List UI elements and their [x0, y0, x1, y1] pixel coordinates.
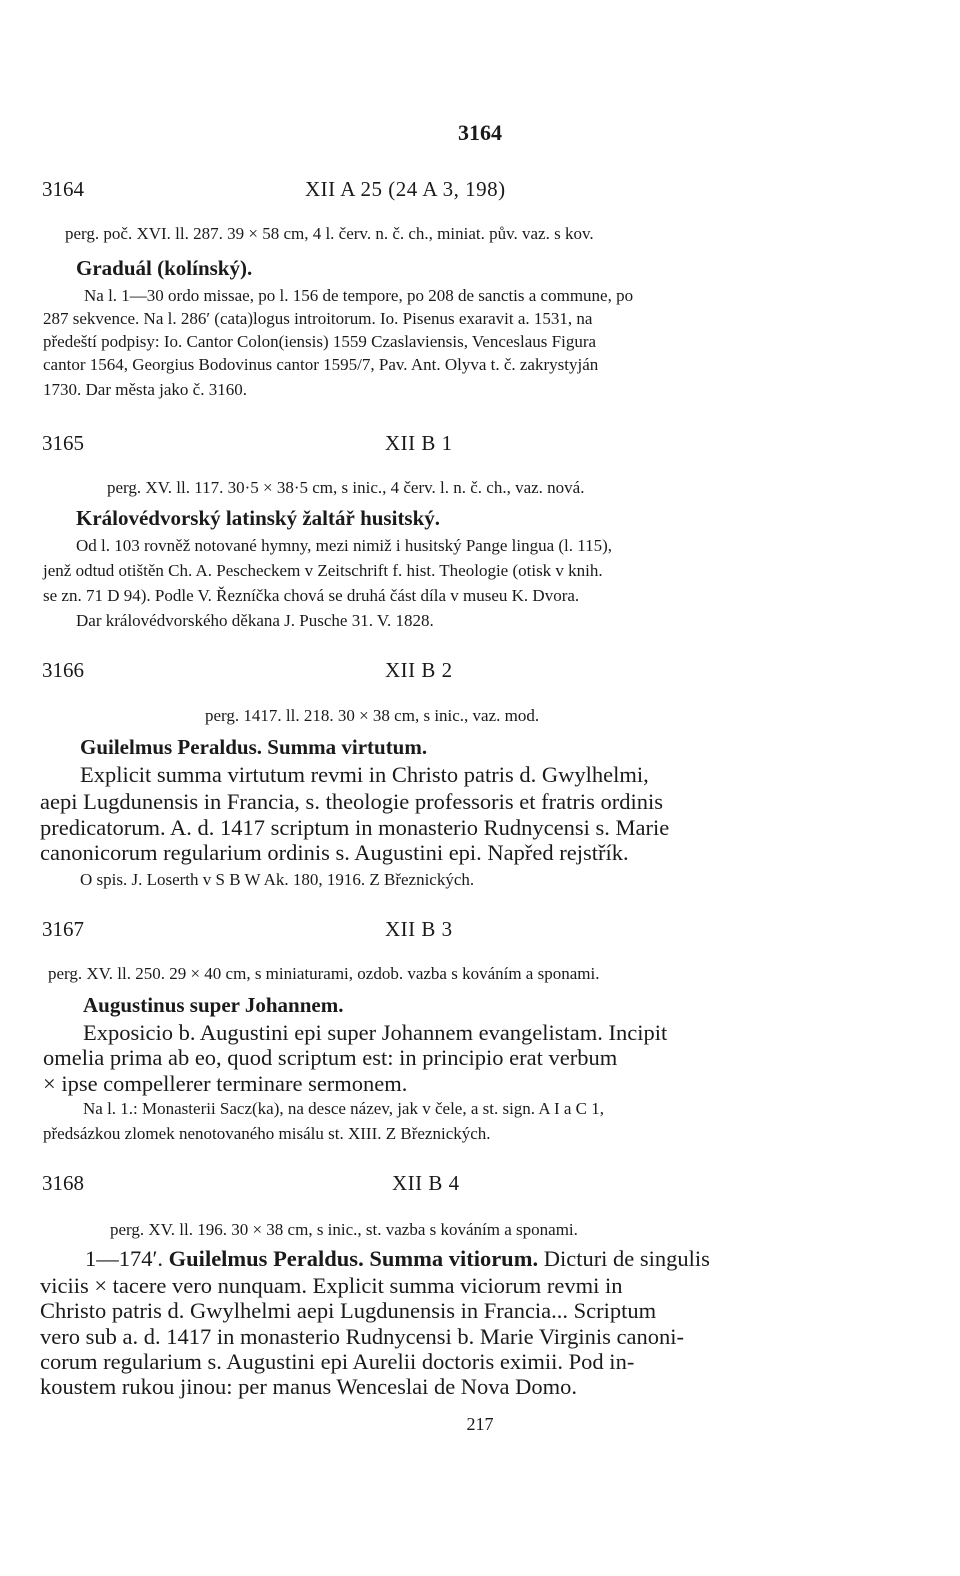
entry-title: Augustinus super Johannem. — [83, 993, 344, 1017]
entry-text-line: 1730. Dar města jako č. 3160. — [43, 380, 247, 399]
entry-large-line: viciis × tacere vero nunquam. Explicit summa viciorum revmi in — [40, 1273, 623, 1298]
entry-title: Královédvorský latinský žaltář husitský. — [76, 506, 441, 530]
entry-large-line: corum regularium s. Augustini epi Aurelii doctoris eximii. Pod in- — [40, 1349, 635, 1374]
entry-text-line: se zn. 71 D 94). Podle V. Řezníčka chová se druhá část díla v museu K. Dvora. — [43, 586, 580, 605]
shelfmark: XII B 1 — [385, 431, 453, 455]
entry-large-line: vero sub a. d. 1417 in monasterio Rudnycensi b. Marie Virginis canoni- — [40, 1324, 684, 1349]
entry-note: předsázkou zlomek nenotovaného misálu st. XIII. Z Březnických. — [43, 1124, 491, 1143]
entry-number: 3167 — [42, 917, 84, 941]
entry-large-line: × ipse compellerer terminare sermonem. — [43, 1071, 408, 1096]
entry-meta: perg. XV. ll. 250. 29 × 40 cm, s miniaturami, ozdob. vazba s kováním a sponami. — [48, 964, 600, 983]
shelfmark: XII B 2 — [385, 658, 453, 682]
shelfmark: XII A 25 (24 A 3, 198) — [305, 177, 506, 201]
entry-text-line: 287 sekvence. Na l. 286′ (cata)logus introitorum. Io. Pisenus exaravit a. 1531, na — [43, 309, 593, 328]
entry-number: 3166 — [42, 658, 84, 682]
entry-large-line: predicatorum. A. d. 1417 scriptum in monasterio Rudnycensi s. Marie — [40, 815, 670, 840]
shelfmark: XII B 3 — [385, 917, 453, 941]
entry-large-line: omelia prima ab eo, quod scriptum est: in principio erat verbum — [43, 1045, 618, 1070]
entry-title: Guilelmus Peraldus. Summa virtutum. — [80, 735, 428, 759]
entry-note: Na l. 1.: Monasterii Sacz(ka), na desce název, jak v čele, a st. sign. A I a C 1, — [83, 1099, 605, 1118]
entry-text-line: cantor 1564, Georgius Bodovinus cantor 1595/7, Pav. Ant. Olyva t. č. zakrystyján — [43, 355, 599, 374]
entry-meta: perg. 1417. ll. 218. 30 × 38 cm, s inic., vaz. mod. — [205, 706, 540, 725]
entry-large-line: koustem rukou jinou: per manus Wenceslai de Nova Domo. — [40, 1374, 578, 1399]
entry-meta: perg. XV. ll. 196. 30 × 38 cm, s inic., st. vazba s kováním a sponami. — [110, 1220, 578, 1239]
entry-large-line: canonicorum regularium ordinis s. Augustini epi. Napřed rejstřík. — [40, 840, 629, 865]
entry-text-line: jenž odtud otištěn Ch. A. Pescheckem v Zeitschrift f. hist. Theologie (otisk v knih. — [43, 561, 603, 580]
page-number: 217 — [466, 1414, 494, 1434]
folio-range: 1—174′. — [85, 1246, 164, 1271]
entry-number: 3168 — [42, 1171, 84, 1195]
entry-note: O spis. J. Loserth v S B W Ak. 180, 1916. Z Březnických. — [80, 870, 475, 889]
running-head: 3164 — [458, 120, 502, 145]
entry-number: 3165 — [42, 431, 84, 455]
entry-large-line: Exposicio b. Augustini epi super Johannem evangelistam. Incipit — [83, 1020, 668, 1045]
shelfmark: XII B 4 — [392, 1171, 460, 1195]
entry-text-line: Dar královédvorského děkana J. Pusche 31. V. 1828. — [76, 611, 434, 630]
entry-text-line: Od l. 103 rovněž notované hymny, mezi nimiž i husitský Pange lingua (l. 115), — [76, 536, 613, 555]
entry-large-line: aepi Lugdunensis in Francia, s. theologie professoris et fratris ordinis — [40, 789, 663, 814]
entry-text: Dicturi de singulis — [543, 1246, 710, 1271]
entry-meta: perg. XV. ll. 117. 30·5 × 38·5 cm, s inic., 4 červ. l. n. č. ch., vaz. nová. — [107, 478, 585, 497]
entry-text-line: Na l. 1—30 ordo missae, po l. 156 de tempore, po 208 de sanctis a commune, po — [84, 286, 634, 305]
entry-meta: perg. poč. XVI. ll. 287. 39 × 58 cm, 4 l. červ. n. č. ch., miniat. pův. vaz. s kov. — [65, 224, 594, 243]
entry-large-line: Christo patris d. Gwylhelmi aepi Lugdunensis in Francia... Scriptum — [40, 1298, 657, 1323]
entry-number: 3164 — [42, 177, 84, 201]
entry-title: Graduál (kolínský). — [76, 256, 253, 280]
entry-first-line — [85, 1246, 710, 1272]
entry-text-line: předeští podpisy: Io. Cantor Colon(iensis) 1559 Czaslaviensis, Venceslaus Figura — [43, 332, 597, 351]
entry-title: Guilelmus Peraldus. Summa vitiorum. — [168, 1246, 539, 1271]
entry-large-line: Explicit summa virtutum revmi in Christo patris d. Gwylhelmi, — [80, 762, 649, 787]
